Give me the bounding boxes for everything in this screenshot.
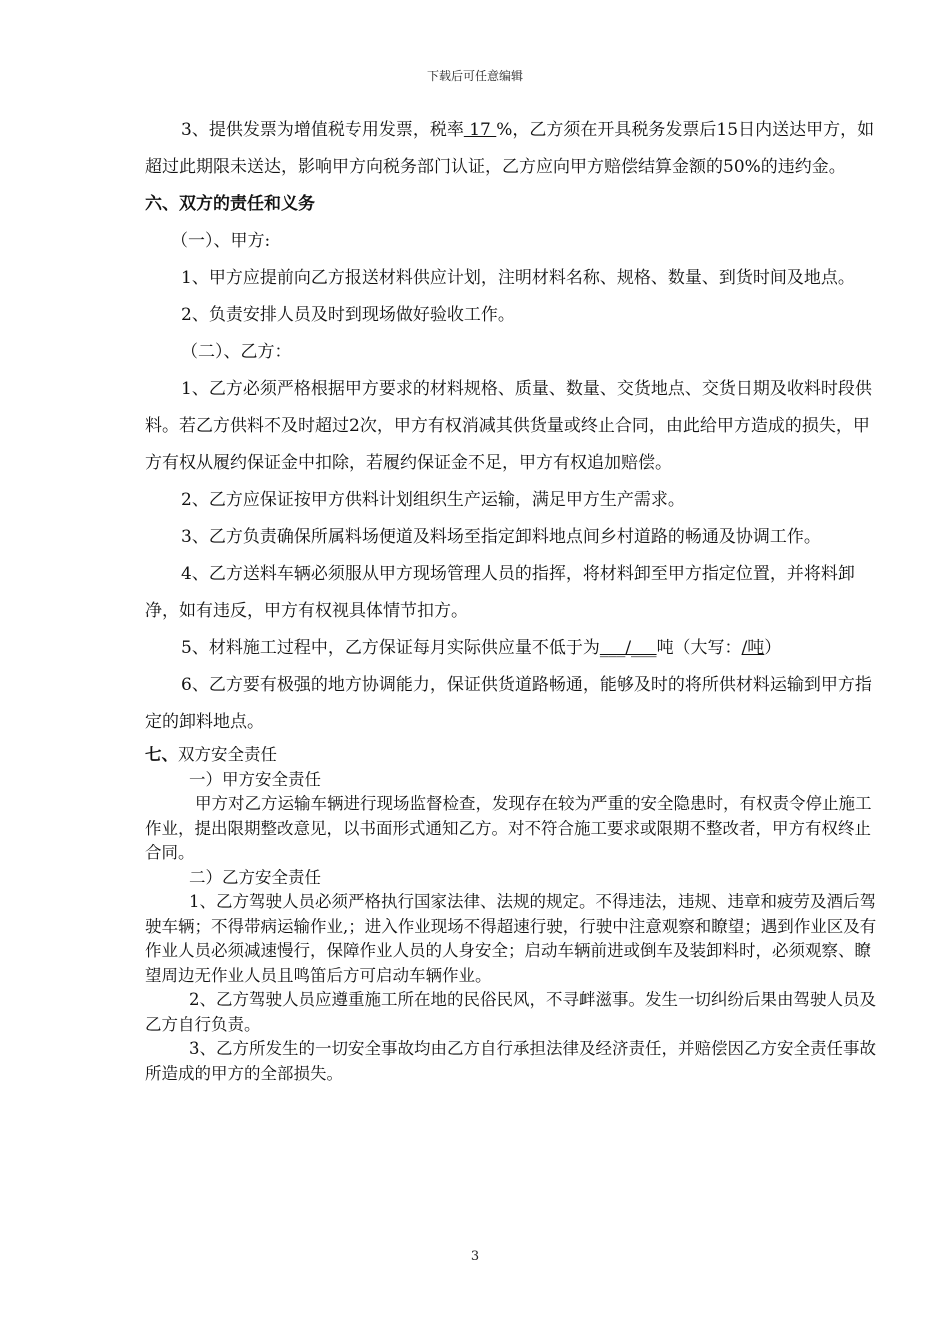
party-b-item-3: 3、乙方负责确保所属料场便道及料场至指定卸料地点间乡村道路的畅通及协调工作。	[181, 527, 821, 547]
tax-rate-value: 17	[463, 120, 497, 140]
party-b-item-1: 1、乙方必须严格根据甲方要求的材料规格、质量、数量、交货地点、交货日期及收料时段供料。若乙方供料不及时超过2次，甲方有权消减其供货量或终止合同，由此给甲方造成的损失，甲方有权从履约保证金中扣除，若履约保证金不足，甲方有权追加赔偿。	[145, 379, 872, 473]
party-b-item-5	[145, 630, 885, 667]
party-b-heading: （二）、乙方：	[181, 342, 292, 362]
header-note: 下载后可任意编辑	[426, 69, 523, 83]
party-b-safety-heading: 二）乙方安全责任	[189, 867, 321, 887]
party-a-item-1: 1、甲方应提前向乙方报送材料供应计划，注明材料名称、规格、数量、到货时间及地点。	[181, 268, 855, 288]
party-a-heading: （一）、甲方:	[171, 231, 271, 251]
invoice-clause-after: %，乙方须在开具税务发票后15日内送达甲方，如超过此期限未送达，影响甲方向税务部门认证，乙方应向甲方赔偿结算金额的50%的违约金。	[145, 120, 875, 177]
party-a-item-2: 2、负责安排人员及时到现场做好验收工作。	[181, 305, 515, 325]
section-7-number: 七、	[145, 745, 178, 764]
supply-clause-before: 5、材料施工过程中，乙方保证每月实际供应量不低于为	[181, 638, 600, 658]
invoice-clause	[145, 112, 885, 186]
party-b-item-2: 2、乙方应保证按甲方供料计划组织生产运输，满足甲方生产需求。	[181, 490, 685, 510]
party-a-safety-heading: 一）甲方安全责任	[189, 769, 321, 789]
party-b-safety-item-1: 1、乙方驾驶人员必须严格执行国家法律、法规的规定。不得违法，违规、违章和疲劳及酒后驾驶车辆；不得带病运输作业,；进入作业现场不得超速行驶，行驶中注意观察和瞭望；遇到作业区及有作业人员必须减速慢行，保障作业人员的人身安全；启动车辆前进或倒车及装卸料时，必须观察、瞭望周边无作业人员且鸣笛后方可启动车辆作业。	[145, 892, 877, 985]
page-number: 3	[470, 1249, 480, 1264]
supply-clause-after: ）	[764, 638, 782, 658]
supply-quantity-blank: ___/___	[599, 638, 657, 658]
section-7-title	[145, 743, 885, 768]
invoice-clause-before: 3、提供发票为增值税专用发票，税率	[181, 120, 464, 140]
party-b-item-6: 6、乙方要有极强的地方协调能力，保证供货道路畅通，能够及时的将所供材料运输到甲方指定的卸料地点。	[145, 675, 872, 732]
party-b-safety-item-3: 3、乙方所发生的一切安全事故均由乙方自行承担法律及经济责任，并赔偿因乙方安全责任事故所造成的甲方的全部损失。	[145, 1039, 876, 1083]
supply-quantity-words-blank: /吨	[741, 638, 765, 658]
section-6-title: 六、双方的责任和义务	[145, 194, 315, 214]
document-body	[145, 112, 885, 1086]
party-a-safety-text: 甲方对乙方运输车辆进行现场监督检查，发现存在较为严重的安全隐患时，有权责令停止施工作业，提出限期整改意见，以书面形式通知乙方。对不符合施工要求或限期不整改者，甲方有权终止合同。	[145, 794, 872, 862]
party-b-safety-item-2: 2、乙方驾驶人员应遵重施工所在地的民俗民风，不寻衅滋事。发生一切纠纷后果由驾驶人员及乙方自行负责。	[145, 990, 876, 1034]
section-7-title-text: 双方安全责任	[178, 745, 277, 764]
party-b-item-4: 4、乙方送料车辆必须服从甲方现场管理人员的指挥，将材料卸至甲方指定位置，并将料卸净，如有违反，甲方有权视具体情节扣方。	[145, 564, 855, 621]
supply-clause-middle: 吨（大写：	[656, 638, 742, 658]
